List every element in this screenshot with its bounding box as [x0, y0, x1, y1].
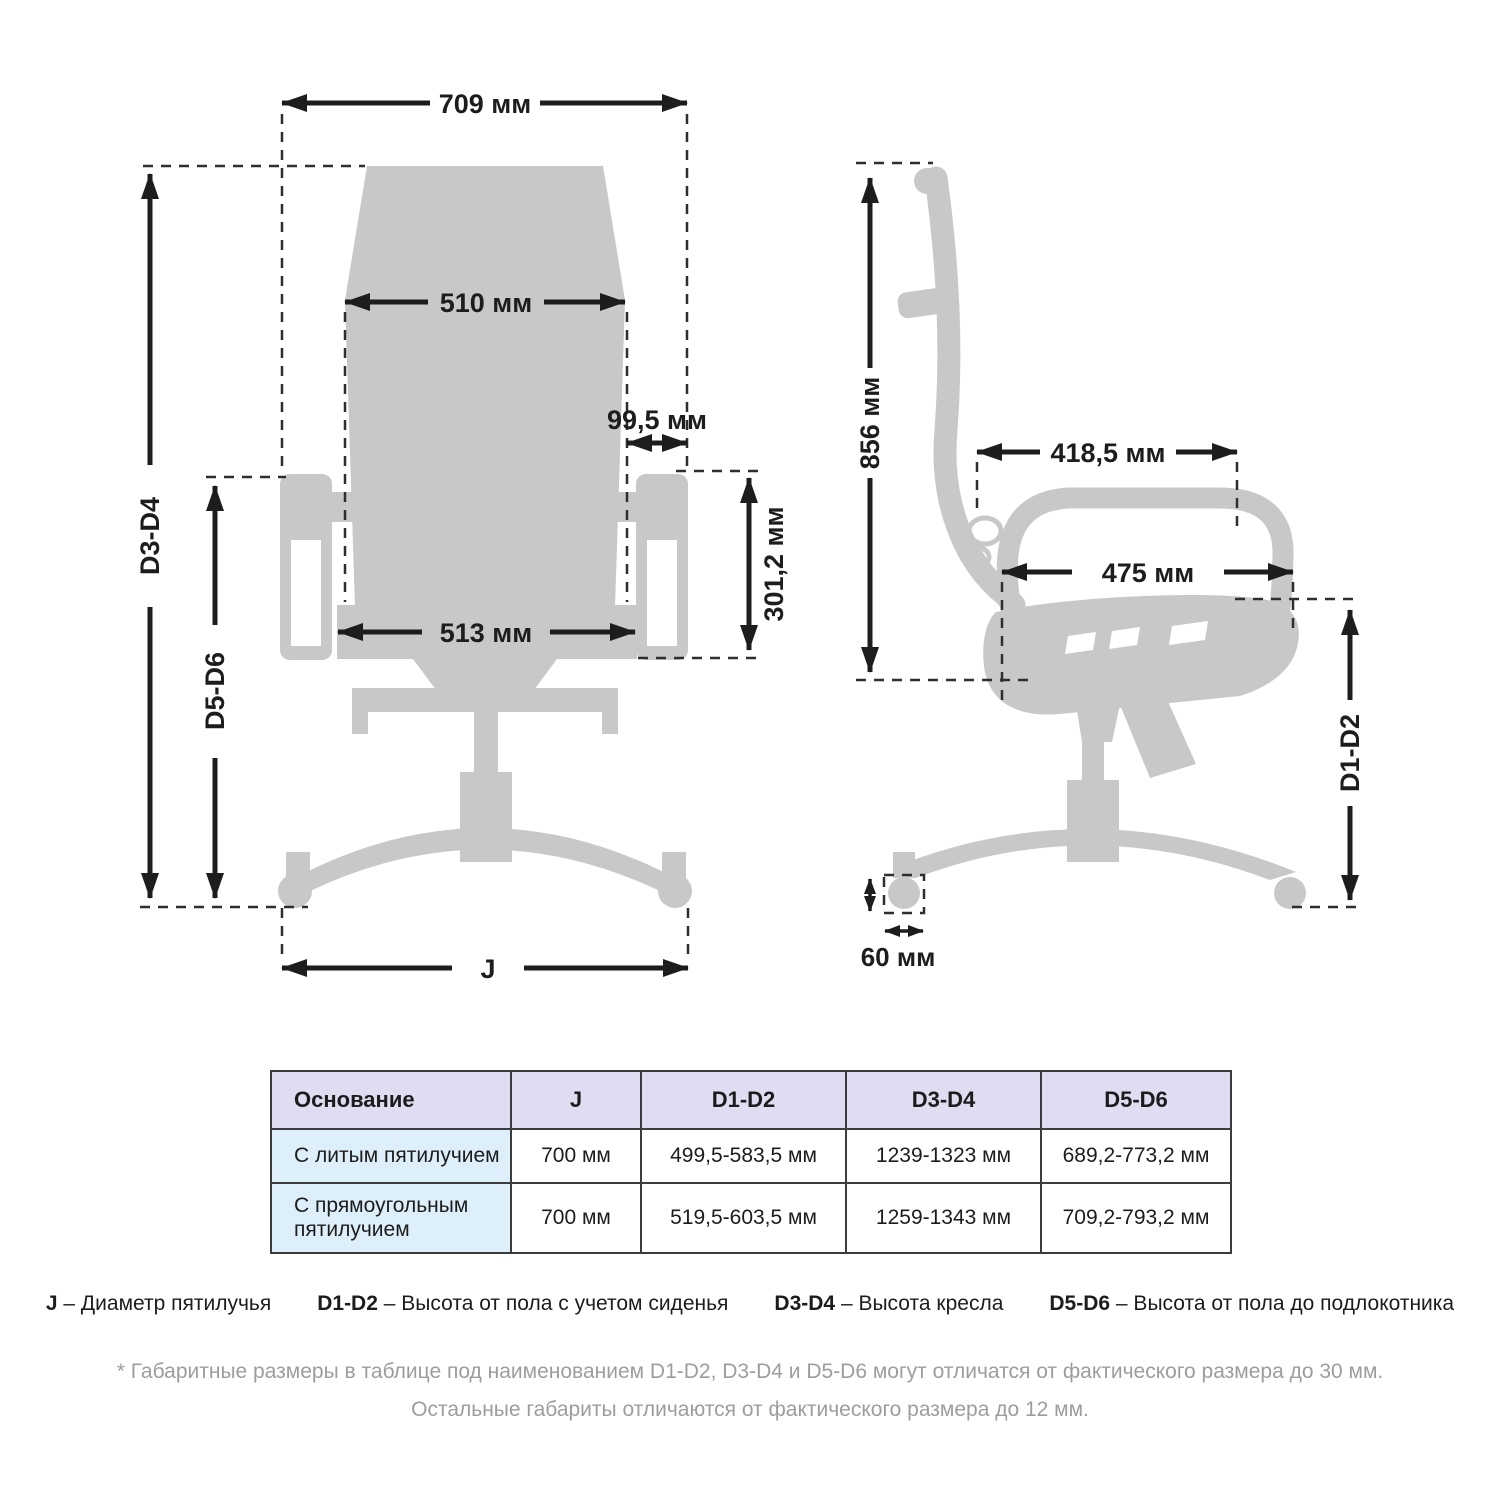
table-cell-base-1: С литым пятилучием — [271, 1129, 511, 1183]
legend-term-d3d4: D3-D4 — [774, 1292, 836, 1315]
dimensions-table — [270, 1070, 1232, 1254]
footnote-line-1: * Габаритные размеры в таблице под наименованием D1-D2, D3-D4 и D5-D6 могут отличатся от фактического размера до 30 мм. — [116, 1360, 1384, 1383]
legend-desc-d5d6: – Высота от пола до подлокотника — [1115, 1292, 1455, 1315]
dim-seat-depth-label: 475 мм — [1101, 558, 1195, 588]
front-armrest-left-connector — [330, 492, 368, 522]
side-chair-silhouette — [888, 168, 1306, 909]
dim-seat-width-label: 513 мм — [439, 618, 533, 648]
table-cell-d3d4-2: 1259-1343 мм — [846, 1183, 1041, 1253]
footnote-line-2: Остальные габариты отличаются от фактического размера до 12 мм. — [411, 1398, 1089, 1421]
dim-backrest-width-label: 510 мм — [439, 288, 533, 318]
table-header-row — [271, 1071, 1231, 1129]
legend-term-j: J — [45, 1292, 58, 1315]
side-gas-column — [1082, 740, 1104, 782]
legend-item-d5d6 — [1049, 1292, 1454, 1316]
front-wheel-left — [278, 874, 312, 908]
table-cell-base-2: С прямоугольным пятилучием — [271, 1183, 511, 1253]
table-cell-d1d2-1: 499,5-583,5 мм — [641, 1129, 846, 1183]
dim-floor-armrest-label: D5-D6 — [200, 651, 230, 731]
table-cell-d3d4-1: 1239-1323 мм — [846, 1129, 1041, 1183]
dim-gap-label: 99,5 мм — [607, 405, 707, 435]
side-gas-block — [1067, 780, 1119, 862]
side-adjust-knob — [969, 518, 1001, 544]
dim-chair-height-label: D3-D4 — [135, 496, 165, 576]
table-header-j: J — [511, 1071, 641, 1129]
table-header-d1d2: D1-D2 — [641, 1071, 846, 1129]
legend-term-d5d6: D5-D6 — [1049, 1292, 1111, 1315]
front-wheel-right — [658, 874, 692, 908]
legend-item-d1d2 — [317, 1292, 728, 1316]
front-chair-silhouette — [278, 166, 692, 908]
table-cell-d5d6-1: 689,2-773,2 мм — [1041, 1129, 1231, 1183]
legend-term-d1d2: D1-D2 — [317, 1292, 378, 1315]
legend-desc-j: – Диаметр пятилучья — [63, 1292, 272, 1315]
dim-base-label: J — [480, 954, 496, 984]
legend-desc-d3d4: – Высота кресла — [840, 1292, 1004, 1315]
table-cell-d5d6-2: 709,2-793,2 мм — [1041, 1183, 1231, 1253]
front-armrest-right-connector — [600, 492, 638, 522]
front-lever-bar — [352, 688, 618, 712]
legend-item-j — [46, 1292, 271, 1316]
front-armrest-left-window — [291, 540, 321, 646]
front-view — [135, 89, 789, 984]
dim-back-h-label: 856 мм — [855, 376, 885, 470]
dim-armrest-h-label: 301,2 мм — [759, 506, 789, 622]
front-armrest-right-window — [647, 540, 677, 646]
dim-wheel-label: 60 мм — [860, 942, 936, 972]
table-cell-j-1: 700 мм — [511, 1129, 641, 1183]
side-wheel-left — [888, 877, 920, 909]
side-mech-neck — [1076, 704, 1120, 742]
table-header-base: Основание — [271, 1071, 511, 1129]
legend-desc-d1d2: – Высота от пола с учетом сиденья — [383, 1292, 729, 1315]
dim-floor-seat-label: D1-D2 — [1335, 713, 1365, 793]
legend — [0, 1292, 1500, 1316]
table-header-d5d6: D5-D6 — [1041, 1071, 1231, 1129]
front-lever-tab-left — [352, 710, 368, 734]
table-cell-j-2: 700 мм — [511, 1183, 641, 1253]
front-backrest — [345, 166, 625, 607]
table-row — [271, 1183, 1231, 1253]
side-wheel-right — [1274, 877, 1306, 909]
table-row — [271, 1129, 1231, 1183]
side-view — [855, 163, 1365, 972]
dim-total-width-label: 709 мм — [438, 89, 532, 119]
front-gas-column — [474, 710, 498, 774]
table-header-d3d4: D3-D4 — [846, 1071, 1041, 1129]
legend-item-d3d4 — [774, 1292, 1003, 1316]
table-cell-d1d2-2: 519,5-603,5 мм — [641, 1183, 846, 1253]
front-lever-tab-right — [602, 710, 618, 734]
dim-back-depth-label: 418,5 мм — [1050, 438, 1166, 468]
